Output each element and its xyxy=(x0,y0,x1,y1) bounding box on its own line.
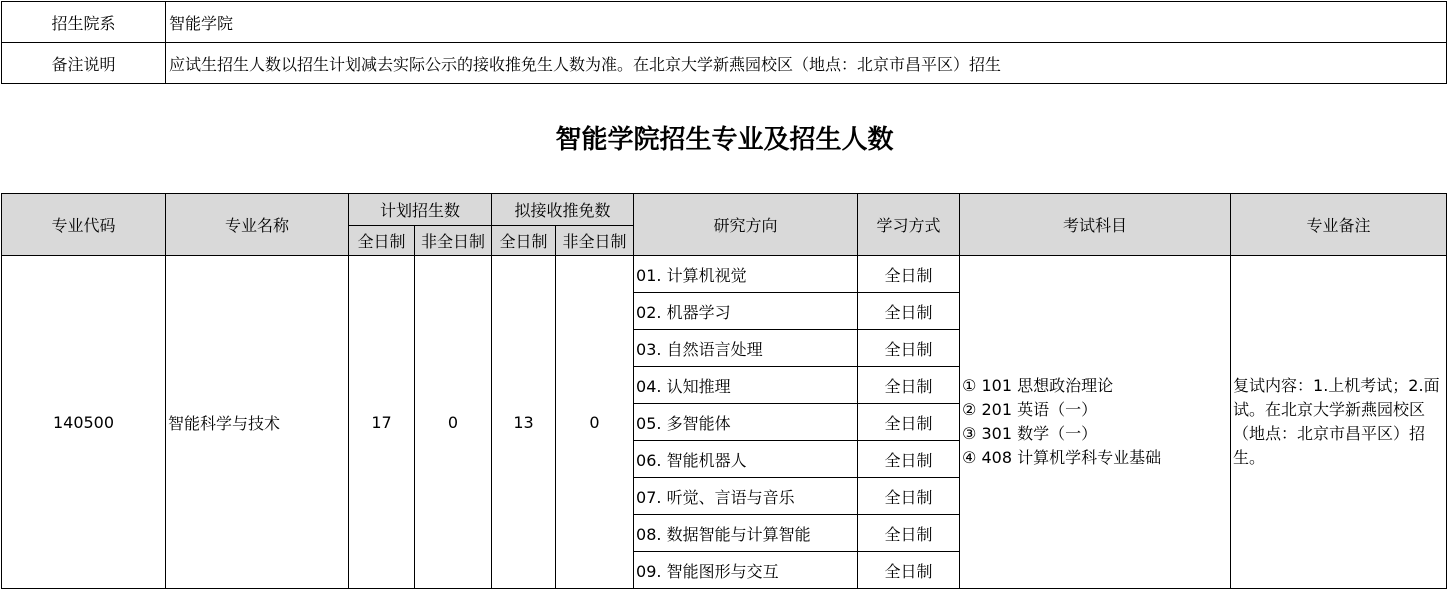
table-row xyxy=(2,256,1447,293)
direction-mode: 全日制 xyxy=(858,552,960,589)
header-mode: 学习方式 xyxy=(858,194,960,256)
header-plan-parttime: 非全日制 xyxy=(415,226,492,256)
subject-item: ④ 408 计算机学科专业基础 xyxy=(962,448,1162,467)
program-remark: 复试内容：1.上机考试；2.面试。在北京大学新燕园校区（地点：北京市昌平区）招生。 xyxy=(1231,256,1447,589)
dept-value: 智能学院 xyxy=(166,2,1447,43)
direction-label: 06. 智能机器人 xyxy=(634,441,858,478)
program-name: 智能科学与技术 xyxy=(166,256,349,589)
program-code: 140500 xyxy=(2,256,166,589)
header-name: 专业名称 xyxy=(166,194,349,256)
header-code: 专业代码 xyxy=(2,194,166,256)
info-row-dept xyxy=(2,2,1447,43)
direction-mode: 全日制 xyxy=(858,404,960,441)
subject-item: ② 201 英语（一） xyxy=(962,400,1098,419)
header-plan-fulltime: 全日制 xyxy=(349,226,415,256)
subject-item: ① 101 思想政治理论 xyxy=(962,376,1114,395)
direction-label: 05. 多智能体 xyxy=(634,404,858,441)
direction-label: 01. 计算机视觉 xyxy=(634,256,858,293)
direction-label: 09. 智能图形与交互 xyxy=(634,552,858,589)
direction-mode: 全日制 xyxy=(858,330,960,367)
plan-parttime-value: 0 xyxy=(415,256,492,589)
header-direction: 研究方向 xyxy=(634,194,858,256)
direction-mode: 全日制 xyxy=(858,256,960,293)
note-value: 应试生招生人数以招生计划减去实际公示的接收推免生人数为准。在北京大学新燕园校区（地点：北京市昌平区）招生 xyxy=(166,43,1447,84)
header-recommend: 拟接收推免数 xyxy=(492,194,634,226)
header-rec-fulltime: 全日制 xyxy=(492,226,556,256)
direction-mode: 全日制 xyxy=(858,515,960,552)
info-table xyxy=(1,1,1447,84)
rec-fulltime-value: 13 xyxy=(492,256,556,589)
info-row-note xyxy=(2,43,1447,84)
direction-mode: 全日制 xyxy=(858,441,960,478)
direction-label: 08. 数据智能与计算智能 xyxy=(634,515,858,552)
direction-label: 04. 认知推理 xyxy=(634,367,858,404)
subject-item: ③ 301 数学（一） xyxy=(962,424,1098,443)
header-row-1 xyxy=(2,194,1447,226)
header-plan: 计划招生数 xyxy=(349,194,492,226)
header-remark: 专业备注 xyxy=(1231,194,1447,256)
direction-mode: 全日制 xyxy=(858,478,960,515)
direction-label: 03. 自然语言处理 xyxy=(634,330,858,367)
header-subjects: 考试科目 xyxy=(960,194,1231,256)
header-rec-parttime: 非全日制 xyxy=(556,226,634,256)
direction-label: 07. 听觉、言语与音乐 xyxy=(634,478,858,515)
direction-mode: 全日制 xyxy=(858,367,960,404)
plan-fulltime-value: 17 xyxy=(349,256,415,589)
exam-subjects xyxy=(960,256,1231,589)
rec-parttime-value: 0 xyxy=(556,256,634,589)
dept-label: 招生院系 xyxy=(2,2,166,43)
note-label: 备注说明 xyxy=(2,43,166,84)
program-table xyxy=(1,193,1447,589)
direction-label: 02. 机器学习 xyxy=(634,293,858,330)
direction-mode: 全日制 xyxy=(858,293,960,330)
page-title: 智能学院招生专业及招生人数 xyxy=(555,125,894,155)
